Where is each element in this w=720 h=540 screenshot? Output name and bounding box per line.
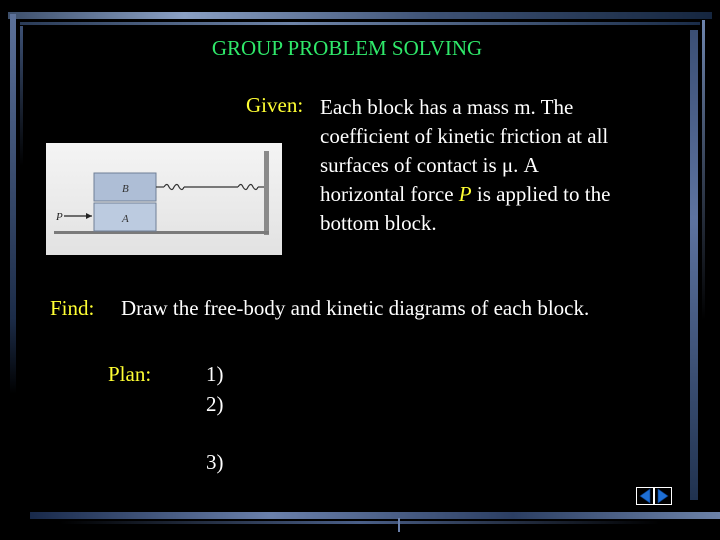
frame-right-line xyxy=(702,20,705,320)
force-symbol: P xyxy=(458,182,472,206)
given-line-4 xyxy=(320,180,692,209)
given-label: Given: xyxy=(246,93,304,117)
given-line-2: coefficient of kinetic friction at all xyxy=(320,124,609,148)
given-line-5: bottom block. xyxy=(320,211,437,235)
given-line-1: Each block has a mass m. The xyxy=(320,95,574,119)
plan-step-2: 2) xyxy=(206,392,224,416)
frame-left-bar xyxy=(10,14,16,394)
block-a-label: A xyxy=(122,213,129,225)
frame-top-line xyxy=(20,22,700,25)
find-text: Draw the free-body and kinetic diagrams of each block. xyxy=(121,296,590,320)
previous-slide-button[interactable] xyxy=(637,488,654,505)
frame-bottom-bar xyxy=(30,512,720,519)
given-line-3: surfaces of contact is μ. A xyxy=(320,153,539,177)
given-text xyxy=(320,93,692,238)
force-arrow-head xyxy=(86,213,92,219)
blocks-figure xyxy=(46,143,282,255)
block-b-label: B xyxy=(122,183,129,195)
plan-label: Plan: xyxy=(108,362,152,386)
frame-bottom-line xyxy=(60,521,660,524)
next-slide-button[interactable] xyxy=(655,488,672,505)
spring-right xyxy=(238,185,258,190)
find-label: Find: xyxy=(50,296,95,320)
frame-bottom-tick xyxy=(398,518,400,532)
plan-step-3: 3) xyxy=(206,450,224,474)
plan-step-1: 1) xyxy=(206,362,224,386)
frame-top-bar xyxy=(8,12,712,19)
floor xyxy=(54,231,269,234)
slide-navigation xyxy=(636,487,672,505)
blocks-diagram xyxy=(46,143,282,255)
figure-force-label: P xyxy=(56,211,63,223)
nav-buttons xyxy=(636,487,672,505)
spring-left xyxy=(164,185,184,190)
wall xyxy=(264,151,269,235)
given-line-4-start: horizontal force xyxy=(320,182,459,206)
slide-title: GROUP PROBLEM SOLVING xyxy=(211,36,483,60)
given-line-4-end: is applied to the xyxy=(471,182,611,206)
